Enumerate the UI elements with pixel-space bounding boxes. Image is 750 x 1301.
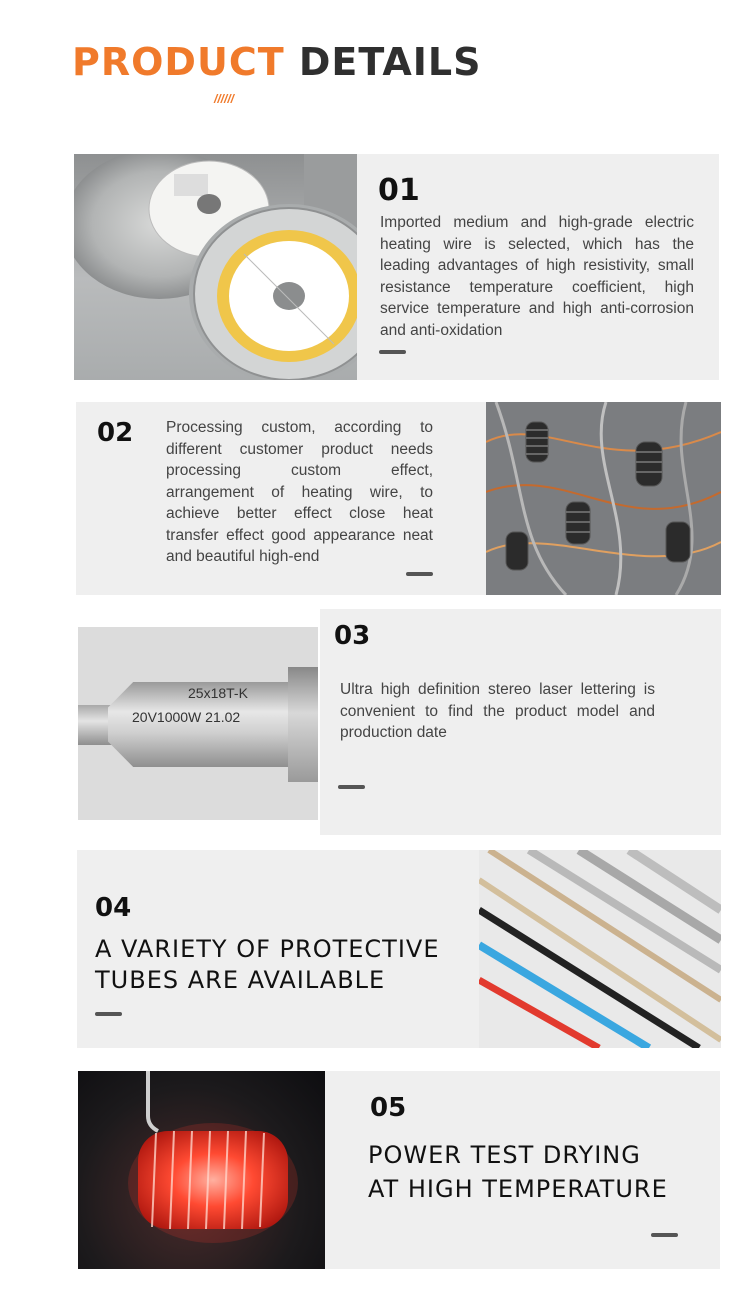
item-caption-05-line-1: POWER TEST DRYING [368, 1141, 641, 1169]
coil-illustration [78, 1071, 325, 1269]
engraving-line-1: 25x18T-K [188, 685, 248, 701]
item-number-05: 05 [370, 1093, 407, 1123]
title-accent: PRODUCT [72, 40, 285, 84]
glowing-coil-image [78, 1071, 325, 1269]
item-text-02: Processing custom, according to different customer product needs processing custom effect, arrangement of heating wire, to achieve better effect close heat transfer effect good appearance neat and beautiful high-end [166, 419, 433, 565]
coiled-heater-wires-image [486, 402, 721, 595]
item-dash-05 [651, 1233, 678, 1237]
item-dash-03 [338, 785, 365, 789]
coils-illustration [486, 402, 721, 595]
item-number-04: 04 [95, 893, 132, 923]
item-dash-02 [406, 572, 433, 576]
protective-tubes-image [479, 850, 721, 1048]
title-rest: DETAILS [298, 40, 482, 84]
heating-wire-spools-image [74, 154, 357, 380]
item-number-03: 03 [334, 621, 371, 651]
tube-collar [288, 667, 318, 782]
engraving-line-2: 20V1000W 21.02 [132, 709, 241, 725]
item-dash-04 [95, 1012, 122, 1016]
title-ornament: ////// [214, 92, 235, 106]
laser-lettered-tube-image [78, 627, 318, 820]
spools-illustration [74, 154, 357, 380]
page-title [72, 40, 481, 84]
tubes-illustration [479, 850, 721, 1048]
item-caption-04-line-2: TUBES ARE AVAILABLE [95, 966, 386, 994]
item-number-02: 02 [97, 418, 134, 448]
item-text-01: Imported medium and high-grade electric heating wire is selected, which has the leading advantages of high resistivity, small resistance temperature coefficient, high service temperature and high anti-corrosion and anti-oxidation [380, 214, 694, 339]
item-caption-05-line-2: AT HIGH TEMPERATURE [368, 1175, 668, 1203]
item-caption-04-line-1: A VARIETY OF PROTECTIVE [95, 935, 440, 963]
item-text-03: Ultra high definition stereo laser lettering is convenient to find the product model and production date [340, 681, 655, 741]
item-number-01: 01 [378, 173, 420, 208]
item-dash-01 [379, 350, 406, 354]
